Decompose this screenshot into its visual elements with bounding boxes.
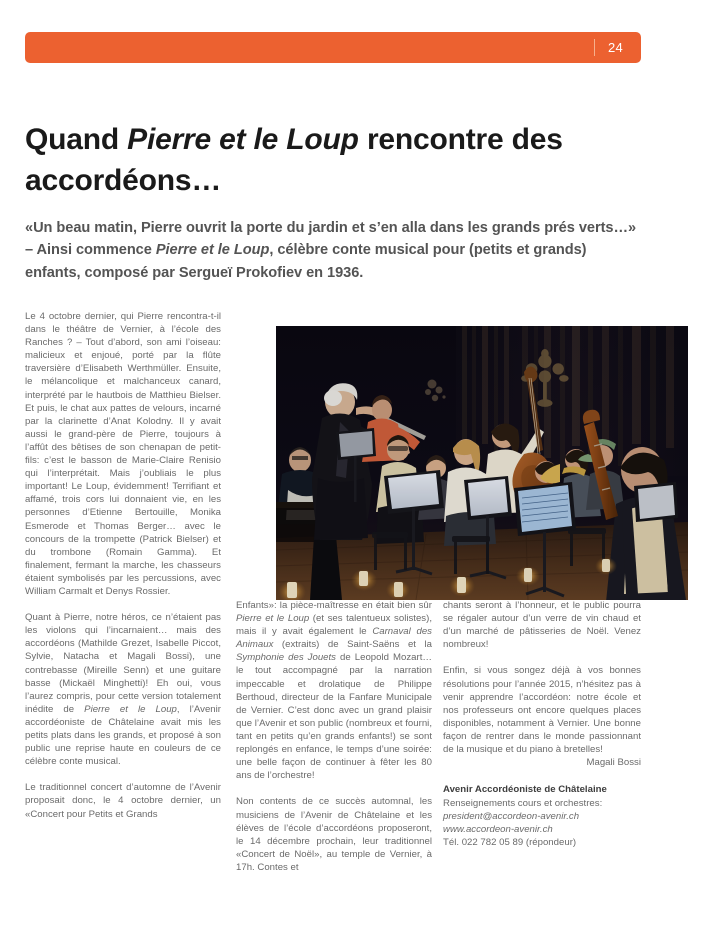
concert-stage-illustration: [276, 326, 688, 600]
page-number-divider: [594, 39, 595, 56]
page-number-group: [594, 39, 623, 56]
article-title-emphasis: Pierre et le Loup: [127, 123, 359, 157]
text-run: , l’Avenir accordéoniste de Châtelaine avait mis les petits plats dans les grands, et proposé à son public une reprise haute en couleurs de ce célèbre conte musical.: [25, 703, 221, 768]
article-lead-part-1: «Un beau matin, Pierre ouvrit la porte du jardin et s’en alla dans les grands prés verts…» – Ainsi commence: [25, 219, 637, 259]
text-run: de Leopold Mozart… le tout accompagné par la narration impeccable et drolatique de Philippe Berthoud, directeur de la Fanfare Municipale de Vernier. C’est donc avec un grand plaisir que l’Avenir et son public (nombreux et fourni, tant en petits qu’en grands enfants!) se sont replongés en enfance, le temps d’une soirée: une belle façon de continuer à fêter les 80 ans de l’orchestre!: [236, 652, 433, 782]
article-lead-emphasis: Pierre et le Loup: [155, 242, 270, 259]
text-run: (et ses talentueux solistes), mais il y avait également le: [236, 613, 432, 638]
italic-title: Pierre et le Loup: [236, 613, 310, 625]
text-run: Non contents de ce succès automnal, les musiciens de l’Avenir de Châtelaine et les élèves de l’école d’accordéons proposeront, le 14 décembre prochain, leur traditionnel «Concert de Noël», au temple de Vernier, à 17h. Contes et: [236, 796, 432, 873]
body-paragraph: [236, 599, 432, 782]
italic-title: Carnaval des Animaux: [236, 626, 432, 651]
article-photo: [276, 326, 688, 600]
body-paragraph: [25, 611, 221, 768]
body-paragraph: [25, 310, 221, 598]
page-number: 24: [607, 40, 623, 55]
contact-email[interactable]: president@accordeon-avenir.ch: [443, 810, 580, 822]
italic-title: Pierre et le Loup: [84, 703, 177, 715]
body-paragraph: [236, 795, 432, 874]
contact-block: [443, 783, 641, 849]
text-run: Le 4 octobre dernier, qui Pierre rencontra-t-il dans le théâtre de Vernier, à l’école des Ranches ? – Tout d’abord, son ami l’oiseau: malicieux et enjoué, porté par la flûte traversière d’Elisabeth Werthmüller. Ensuite, le mélancolique et malchanceux canard, interprété par le hautbois de Matthieu Bielser. Et puis, le chat aux pattes de velours, incarné par la clarinette d’Anat Kolodny. Il y avait aussi le grand-père de Pierre, toujours à l’affût des bêtises de son chenapan de petit-fils: c’est le basson de Marie-Claire Renisio qui l’interprétait. Mais j’oubliais le plus important! Le Loup, évidemment! Terrifiant et affamé, trois cors lui donnaient vie, en les personnes d’Etienne Bertouille, Monika Esmerode et Thomas Berger… avec le concours de la trompette (Patrick Bielser) et du trombone (Romain Gamma). Et finalement, fermant la marche, les chasseurs étaient symbolisés par les percussions, avec William Carmalt et Denys Rossier.: [25, 311, 221, 597]
article-title-part-2: rencontre des accordéons…: [25, 123, 563, 198]
body-column-middle: [236, 599, 432, 874]
italic-title: Symphonie des Jouets: [236, 652, 336, 664]
contact-info-label: Renseignements cours et orchestres:: [443, 797, 603, 809]
text-run: chants seront à l’honneur, et le public pourra se régaler autour d’un verre de vin chaud et d’un marché de pâtisseries de Noël. Venez nombreux!: [443, 600, 641, 651]
article-byline: Magali Bossi: [586, 757, 641, 769]
body-column-left: [25, 310, 221, 821]
text-run: (extraits) de Saint-Saëns et la: [273, 639, 432, 651]
body-paragraph: [25, 781, 221, 820]
article-lead-part-2: , célèbre conte musical pour (petits et grands) enfants, composé par Sergueï Prokofiev en 1936.: [25, 242, 587, 281]
body-paragraph: [443, 664, 641, 756]
article-lead: [25, 217, 637, 285]
contact-phone: Tél. 022 782 05 89 (répondeur): [443, 837, 577, 849]
contact-organisation: Avenir Accordéoniste de Châtelaine: [443, 784, 607, 796]
text-run: Le traditionnel concert d’automne de l’Avenir proposait donc, le 4 octobre dernier, un «Concert pour Petits et Grands: [25, 782, 221, 820]
body-paragraph: [443, 599, 641, 651]
article-title-part-1: Quand: [25, 123, 128, 157]
text-run: Quant à Pierre, notre héros, ce n’étaient pas les violons qui l’incarnaient… mais des accordéons (Mathilde Grezet, Isabelle Piccot, Sylvie, Natacha et Magali Bossi), une contrebasse (Mireille Senn) et une guitare basse (Mickaël Minghetti)! Eh oui, vous l’aurez compris, pour cette version totalement inédite de: [25, 612, 221, 715]
text-run: Enfin, si vous songez déjà à vos bonnes résolutions pour l’année 2015, n’hésitez pas à venir apprendre l’accordéon: notre école et nos professeurs ont encore quelques places disponibles, notamment à Vernier. Une bonne façon de rentrer dans le monde passionnant de la musique et du piano à bretelles!: [443, 665, 641, 756]
right-column-paragraphs: [443, 599, 641, 756]
contact-website[interactable]: www.accordeon-avenir.ch: [443, 824, 553, 836]
article-title: [25, 119, 625, 201]
text-run: Enfants»: la pièce-maîtresse en était bien sûr: [236, 600, 432, 611]
body-column-right: [443, 599, 641, 850]
page-header-bar: [25, 32, 641, 63]
